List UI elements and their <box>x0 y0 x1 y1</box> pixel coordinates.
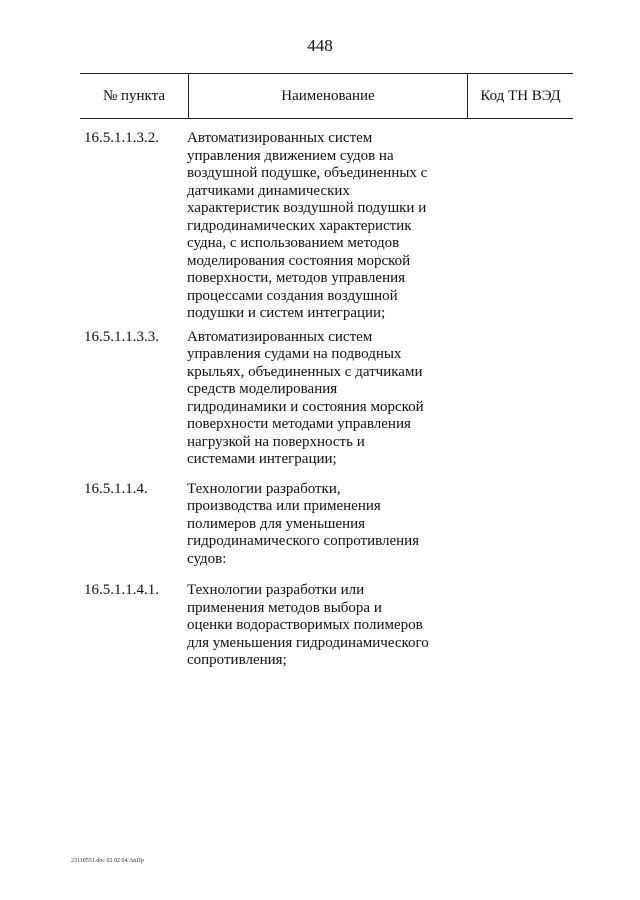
table-row <box>0 130 640 323</box>
row-number: 16.5.1.1.3.2. <box>84 130 159 146</box>
footer-document-code: 23110551.doc 02 02 04 АпПр <box>71 858 144 864</box>
column-header-code: Код ТН ВЭД <box>480 87 561 104</box>
row-number: 16.5.1.1.4. <box>84 480 148 497</box>
row-text: Автоматизированных систем управления движением судов на воздушной подушке, объединенных с датчиками динамических характеристик воздушной подушки и гидродинамических характеристик судна, с использованием методов моделирования состояния морской поверхности, методов управления процессами создания воздушной подушки и систем интеграции; <box>187 130 428 321</box>
row-number: 16.5.1.1.4.1. <box>84 582 159 598</box>
page-number: 448 <box>307 36 333 55</box>
table-row <box>0 329 640 469</box>
table-row <box>0 481 640 569</box>
row-number: 16.5.1.1.3.3. <box>84 328 159 345</box>
column-header-number: № пункта <box>102 87 166 104</box>
table-body <box>0 130 640 670</box>
row-text: Технологии разработки или применения методов выбора и оценки водорастворимых полимеров для уменьшения гидродинамического сопротивления; <box>187 582 429 668</box>
table-row <box>0 582 640 670</box>
row-text: Автоматизированных систем управления судами на подводных крыльях, объединенных с датчиками средств моделирования гидродинамики и состояния морской поверхности методами управления нагрузкой на поверхность и системами интеграции; <box>187 328 424 467</box>
row-text: Технологии разработки, производства или применения полимеров для уменьшения гидродинамического сопротивления судов: <box>187 480 420 567</box>
table-header <box>80 73 573 119</box>
column-header-name: Наименование <box>188 74 468 118</box>
